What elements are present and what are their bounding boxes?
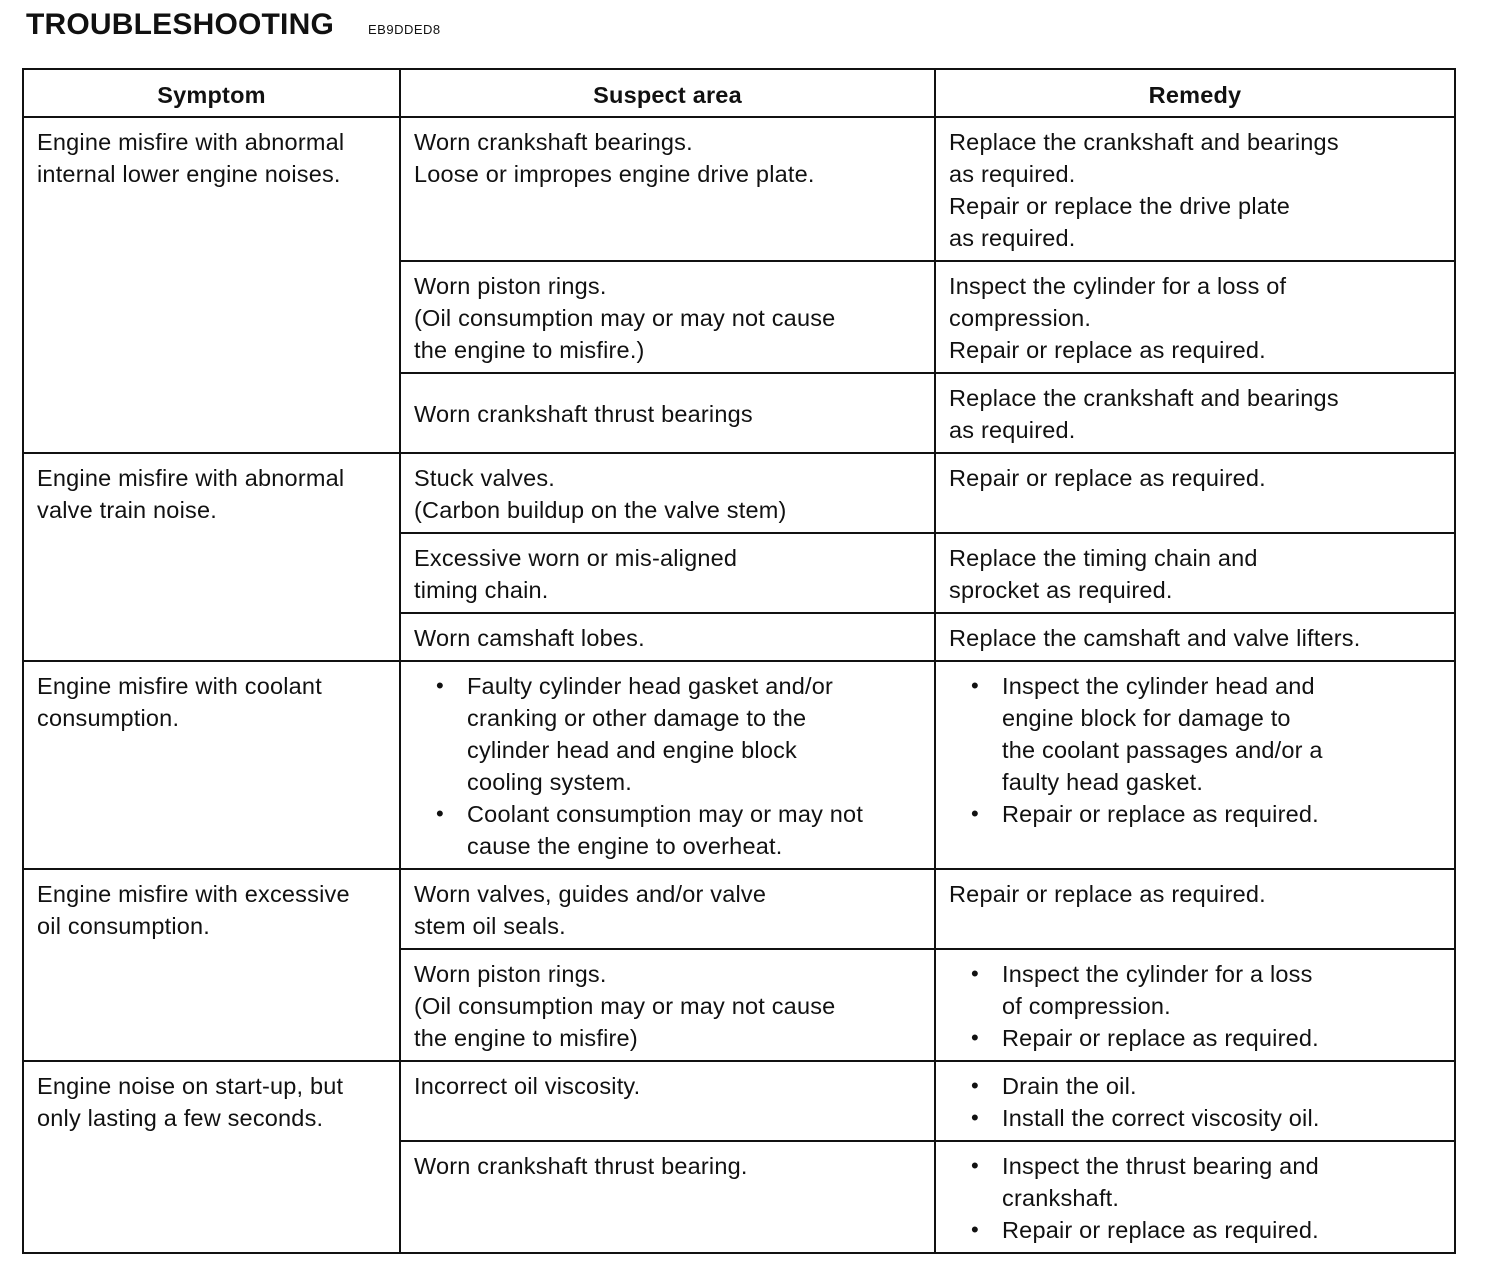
suspect-text: the engine to misfire.) [414, 337, 645, 363]
remedy-text: • Repair or replace as required. [1002, 801, 1319, 827]
list-item [971, 1022, 1444, 1054]
suspect-text: (Oil consumption may or may not cause [414, 305, 836, 331]
list-item [971, 958, 1444, 1022]
suspect-cell [400, 261, 935, 373]
remedy-text: of compression. [1002, 993, 1171, 1019]
suspect-text: • Faulty cylinder head gasket and/or [467, 673, 834, 699]
suspect-text: Worn crankshaft thrust bearings [414, 401, 753, 427]
remedy-bullet-list [949, 670, 1444, 830]
remedy-text: Inspect the cylinder for a loss of [949, 273, 1287, 299]
suspect-cell [400, 533, 935, 613]
remedy-bullet-list [949, 958, 1444, 1054]
table-row [23, 117, 1455, 261]
page-title: TROUBLESHOOTING [26, 8, 334, 41]
remedy-text: the coolant passages and/or a [1002, 737, 1323, 763]
table-row [23, 661, 1455, 869]
remedy-text: Repair or replace the drive plate [949, 193, 1291, 219]
remedy-text: Repair or replace as required. [949, 465, 1266, 491]
symptom-text: Engine misfire with excessive [37, 881, 350, 907]
symptom-text: consumption. [37, 705, 180, 731]
remedy-text: Replace the timing chain and [949, 545, 1258, 571]
page-heading [26, 8, 441, 42]
suspect-text: cause the engine to overheat. [467, 833, 783, 859]
header-symptom: Symptom [23, 69, 400, 117]
remedy-text: as required. [949, 225, 1076, 251]
list-item [971, 1150, 1444, 1214]
suspect-text: timing chain. [414, 577, 549, 603]
remedy-cell [935, 661, 1455, 869]
remedy-cell [935, 869, 1455, 949]
remedy-text: faulty head gasket. [1002, 769, 1204, 795]
remedy-text: engine block for damage to [1002, 705, 1291, 731]
remedy-bullet-list [949, 1150, 1444, 1246]
remedy-cell [935, 533, 1455, 613]
symptom-text: Engine misfire with abnormal [37, 129, 345, 155]
suspect-cell [400, 373, 935, 453]
suspect-text: Worn crankshaft bearings. [414, 129, 693, 155]
symptom-cell [23, 1061, 400, 1253]
list-item [971, 1070, 1444, 1102]
remedy-text: Repair or replace as required. [949, 881, 1266, 907]
suspect-cell [400, 453, 935, 533]
remedy-text: • Inspect the cylinder head and [1002, 673, 1315, 699]
suspect-text: cylinder head and engine block [467, 737, 798, 763]
remedy-cell [935, 1061, 1455, 1141]
suspect-cell [400, 869, 935, 949]
header-suspect-area: Suspect area [400, 69, 935, 117]
symptom-cell [23, 117, 400, 453]
remedy-text: as required. [949, 161, 1076, 187]
remedy-bullet-list [949, 1070, 1444, 1134]
suspect-cell [400, 117, 935, 261]
suspect-text: Worn piston rings. [414, 273, 607, 299]
remedy-cell [935, 1141, 1455, 1253]
remedy-text: Replace the crankshaft and bearings [949, 129, 1339, 155]
list-item [436, 798, 924, 862]
symptom-text: only lasting a few seconds. [37, 1105, 324, 1131]
suspect-text: the engine to misfire) [414, 1025, 638, 1051]
symptom-cell [23, 453, 400, 661]
suspect-text: • Coolant consumption may or may not [467, 801, 864, 827]
symptom-text: Engine misfire with abnormal [37, 465, 345, 491]
suspect-cell [400, 1141, 935, 1253]
symptom-text: oil consumption. [37, 913, 211, 939]
remedy-cell [935, 613, 1455, 661]
suspect-cell [400, 1061, 935, 1141]
suspect-text: cooling system. [467, 769, 632, 795]
symptom-cell [23, 869, 400, 1061]
suspect-text: cranking or other damage to the [467, 705, 807, 731]
suspect-text: (Oil consumption may or may not cause [414, 993, 836, 1019]
list-item [436, 670, 924, 798]
suspect-text: Excessive worn or mis-aligned [414, 545, 738, 571]
remedy-text: • Install the correct viscosity oil. [1002, 1105, 1320, 1131]
remedy-text: Replace the crankshaft and bearings [949, 385, 1339, 411]
symptom-text: Engine misfire with coolant [37, 673, 322, 699]
list-item [971, 1102, 1444, 1134]
remedy-text: sprocket as required. [949, 577, 1173, 603]
suspect-text: Stuck valves. [414, 465, 556, 491]
remedy-text: as required. [949, 417, 1076, 443]
suspect-cell [400, 613, 935, 661]
table-row [23, 1061, 1455, 1141]
table-header-row [23, 69, 1455, 117]
remedy-cell [935, 117, 1455, 261]
remedy-text: • Drain the oil. [1002, 1073, 1137, 1099]
troubleshooting-table [22, 68, 1456, 1254]
remedy-text: • Inspect the thrust bearing and [1002, 1153, 1319, 1179]
suspect-text: Worn crankshaft thrust bearing. [414, 1153, 748, 1179]
symptom-text: Engine noise on start-up, but [37, 1073, 344, 1099]
remedy-cell [935, 453, 1455, 533]
suspect-cell [400, 949, 935, 1061]
remedy-text: crankshaft. [1002, 1185, 1120, 1211]
remedy-cell [935, 261, 1455, 373]
suspect-text: Incorrect oil viscosity. [414, 1073, 641, 1099]
table-row [23, 869, 1455, 949]
symptom-text: internal lower engine noises. [37, 161, 341, 187]
suspect-text: Loose or impropes engine drive plate. [414, 161, 815, 187]
remedy-text: • Repair or replace as required. [1002, 1025, 1319, 1051]
suspect-cell [400, 661, 935, 869]
symptom-text: valve train noise. [37, 497, 217, 523]
suspect-text: Worn valves, guides and/or valve [414, 881, 767, 907]
suspect-text: stem oil seals. [414, 913, 566, 939]
remedy-text: Replace the camshaft and valve lifters. [949, 625, 1361, 651]
remedy-text: • Inspect the cylinder for a loss [1002, 961, 1313, 987]
remedy-cell [935, 949, 1455, 1061]
table-row [23, 453, 1455, 533]
list-item [971, 798, 1444, 830]
remedy-text: compression. [949, 305, 1092, 331]
list-item [971, 1214, 1444, 1246]
symptom-cell [23, 661, 400, 869]
suspect-text: Worn camshaft lobes. [414, 625, 645, 651]
document-code: EB9DDED8 [368, 22, 441, 37]
list-item [971, 670, 1444, 798]
suspect-bullet-list [414, 670, 924, 862]
suspect-text: (Carbon buildup on the valve stem) [414, 497, 787, 523]
remedy-cell [935, 373, 1455, 453]
remedy-text: Repair or replace as required. [949, 337, 1266, 363]
remedy-text: • Repair or replace as required. [1002, 1217, 1319, 1243]
suspect-text: Worn piston rings. [414, 961, 607, 987]
header-remedy: Remedy [935, 69, 1455, 117]
